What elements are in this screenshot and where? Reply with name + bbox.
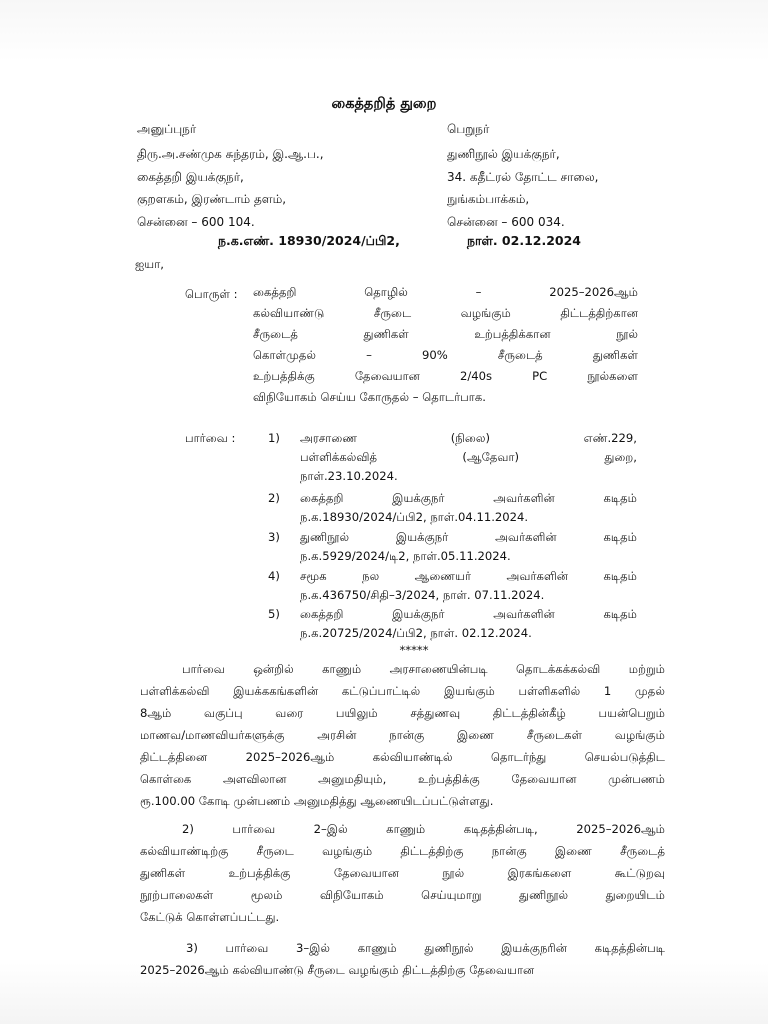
subject-line: சீருடைத் துணிகள் உற்பத்திக்கான நூல் bbox=[253, 327, 638, 341]
reference-line: ந.க.20725/2024/ப்பி2, நாள். 02.12.2024. bbox=[300, 626, 532, 640]
reference-line: அரசாணை (நிலை) எண்.229, bbox=[300, 431, 637, 445]
salutation: ஐயா, bbox=[135, 257, 164, 271]
paragraph-line: துணிகள் உற்பத்திக்கு தேவையான நூல் இரகங்களை கூட்டுறவு bbox=[140, 866, 665, 880]
reference-number-5: 5) bbox=[268, 607, 280, 621]
reference-number-2: 2) bbox=[268, 491, 280, 505]
paragraph-line: மாணவ/மாணவியர்களுக்கு அரசின் நான்கு இணை சீருடைகள் வழங்கும் bbox=[140, 728, 665, 742]
paragraph-line: 2) பார்வை 2–இல் காணும் கடிதத்தின்படி, 2025–2026ஆம் bbox=[182, 822, 665, 836]
paragraph-line: கல்வியாண்டிற்கு சீருடை வழங்கும் திட்டத்திற்கு நான்கு இணை சீருடைத் bbox=[140, 844, 665, 858]
receiver-line: நுங்கம்பாக்கம், bbox=[447, 192, 530, 206]
page-title: கைத்தறித் துறை bbox=[331, 96, 437, 112]
paragraph-line: கொள்கை அளவிலான அனுமதியும், உற்பத்திக்கு தேவையான முன்பணம் bbox=[140, 772, 665, 786]
subject-line: உற்பத்திக்கு தேவையான 2/40s PC நூல்களை bbox=[253, 369, 638, 383]
paragraph-line: கேட்டுக் கொள்ளப்பட்டது. bbox=[140, 910, 280, 924]
sender-line: குறளகம், இரண்டாம் தளம், bbox=[137, 192, 287, 206]
paragraph-line: 8ஆம் வகுப்பு வரை பயிலும் சத்துணவு திட்டத்தின்கீழ் பயன்பெறும் bbox=[140, 706, 665, 720]
paragraph-line: நூற்பாலைகள் மூலம் விநியோகம் செய்யுமாறு துணிநூல் துறையிடம் bbox=[140, 888, 665, 902]
letter-date: நாள். 02.12.2024 bbox=[467, 233, 582, 248]
receiver-line: துணிநூல் இயக்குநர், bbox=[447, 147, 560, 161]
sender-line: கைத்தறி இயக்குநர், bbox=[137, 169, 244, 184]
reference-line: பள்ளிக்கல்வித் (ஆதேவா) துறை, bbox=[300, 450, 637, 464]
reference-line: ந.க.436750/சிதி–3/2024, நாள். 07.11.2024. bbox=[300, 588, 545, 602]
sender-address bbox=[137, 143, 324, 233]
paragraph-line: பார்வை ஒன்றில் காணும் அரசாணையின்படி தொடக்கக்கல்வி மற்றும் bbox=[182, 662, 665, 676]
reference-line: துணிநூல் இயக்குநர் அவர்களின் கடிதம் bbox=[300, 530, 637, 544]
references-label: பார்வை : bbox=[185, 431, 236, 445]
reference-line: நாள்.23.10.2024. bbox=[300, 469, 398, 483]
subject-line: கல்வியாண்டு சீருடை வழங்கும் திட்டத்திற்கான bbox=[253, 306, 638, 320]
receiver-label: பெறுநர் bbox=[447, 122, 490, 136]
subject-line: கைத்தறி தொழில் – 2025–2026ஆம் bbox=[253, 285, 638, 299]
reference-line: சமூக நல ஆணையர் அவர்களின் கடிதம் bbox=[300, 569, 637, 583]
paragraph-line: ரூ.100.00 கோடி முன்பணம் அனுமதித்து ஆணையிடப்பட்டுள்ளது. bbox=[140, 794, 494, 808]
receiver-line: சென்னை – 600 034. bbox=[447, 214, 565, 229]
paragraph-line: பள்ளிக்கல்வி இயக்ககங்களின் கட்டுப்பாட்டில் இயங்கும் பள்ளிகளில் 1 முதல் bbox=[140, 684, 665, 698]
reference-line: கைத்தறி இயக்குநர் அவர்களின் கடிதம் bbox=[300, 491, 637, 505]
subject-label: பொருள் : bbox=[185, 287, 238, 301]
reference-number-3: 3) bbox=[268, 530, 280, 544]
reference-number-1: 1) bbox=[268, 431, 280, 445]
paragraph-line: 2025–2026ஆம் கல்வியாண்டு சீருடை வழங்கும் திட்டத்திற்கு தேவையான bbox=[140, 963, 535, 977]
sender-label: அனுப்புநர் bbox=[137, 122, 197, 136]
sender-line: சென்னை – 600 104. bbox=[137, 214, 255, 229]
subject-line: கொள்முதல் – 90% சீருடைத் துணிகள் bbox=[253, 348, 638, 362]
paragraph-line: 3) பார்வை 3–இல் காணும் துணிநூல் இயக்குநரின் கடிதத்தின்படி bbox=[186, 941, 665, 955]
reference-number-4: 4) bbox=[268, 569, 280, 583]
reference-number: ந.க.எண். 18930/2024/ப்பி2, bbox=[218, 233, 400, 248]
reference-line: கைத்தறி இயக்குநர் அவர்களின் கடிதம் bbox=[300, 607, 637, 621]
paragraph-line: திட்டத்தினை 2025–2026ஆம் கல்வியாண்டில் தொடர்ந்து செயல்படுத்திட bbox=[140, 750, 665, 764]
subject-line: விநியோகம் செய்ய கோருதல் – தொடர்பாக. bbox=[253, 390, 486, 404]
separator: ***** bbox=[399, 643, 429, 657]
sender-line: திரு.அ.சண்முக சுந்தரம், இ.ஆ.ப., bbox=[137, 147, 324, 161]
receiver-address bbox=[447, 143, 598, 233]
receiver-line: 34. கதீட்ரல் தோட்ட சாலை, bbox=[447, 169, 599, 184]
reference-line: ந.க.18930/2024/ப்பி2, நாள்.04.11.2024. bbox=[300, 510, 529, 524]
reference-line: ந.க.5929/2024/டி2, நாள்.05.11.2024. bbox=[300, 549, 511, 563]
